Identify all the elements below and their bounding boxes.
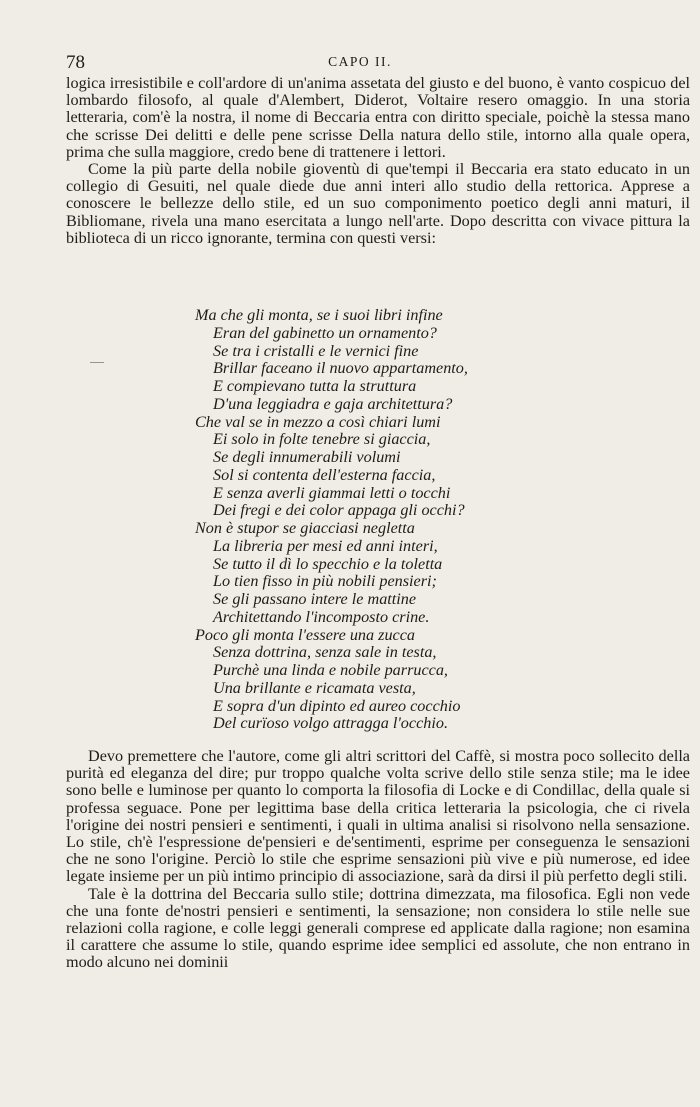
margin-mark: [90, 362, 104, 363]
verse-line: Senza dottrina, senza sale in testa,: [213, 643, 437, 662]
verse-line: E compievano tutta la struttura: [213, 377, 417, 395]
paragraph: Come la più parte della nobile gioventù di que'tempi il Beccaria era stato educato in un collegio di Gesuiti, nel quale diede due anni interi allo studio della rettorica. Apprese a conoscere le bellezze dello stile, ed un suo componimento poetico degli anni maturi, il Bibliomane, rivela una mano esercitata a lungo nell'arte. Dopo descritta con vivace pittura la biblioteca di un ricco ignorante, termina con questi versi:: [66, 160, 690, 247]
paragraph: Tale è la dottrina del Beccaria sullo stile; dottrina dimezzata, ma filosofica. Egli non vede che una fonte de'nostri pensieri e sentimenti, la sensazione; non considera lo stile nelle sue relazioni colla ragione, e colle leggi generali comprese ed applicate dalla ragione; non esamina il carattere che assume lo stile, quando esprime idee semplici ed assolute, che non entrano in modo alcuno nei dominii: [66, 884, 690, 972]
verse-line: Sol si contenta dell'esterna faccia,: [213, 465, 436, 484]
verse-line: Se gli passano intere le mattine: [213, 590, 417, 608]
body-text-top: [66, 75, 690, 247]
verse-line: Del curïoso volgo attragga l'occhio.: [213, 714, 449, 733]
page-header: [66, 52, 654, 76]
verse-line: Se degli innumerabili volumi: [213, 448, 401, 466]
verse-line: Eran del gabinetto un ornamento?: [213, 323, 437, 342]
verse-line: Lo tien fisso in più nobili pensieri;: [213, 572, 437, 591]
verse-line: Se tutto il dì lo specchio e la toletta: [213, 554, 443, 573]
verse-line: Dei fregi e dei color appaga gli occhi?: [213, 501, 465, 520]
verse-line: D'una leggiadra e gaja architettura?: [213, 394, 453, 413]
verse-line: Che val se in mezzo a così chiari lumi: [195, 412, 441, 431]
verse-line: Purchè una linda e nobile parrucca,: [213, 661, 448, 679]
verse-line: Ei solo in folte tenebre si giaccia,: [213, 430, 431, 449]
verse-line: Ma che gli monta, se i suoi libri infine: [195, 306, 443, 324]
body-text-bottom: [66, 748, 690, 972]
verse-line: Architettando l'incomposto crine.: [213, 607, 430, 626]
verse-line: Una brillante e ricamata vesta,: [213, 678, 416, 697]
verse-line: Se tra i cristalli e le vernici fine: [213, 341, 419, 360]
verse-line: Poco gli monta l'essere una zucca: [195, 625, 416, 644]
poem-verses: [195, 307, 625, 733]
verse-line: Non è stupor se giacciasi negletta: [195, 519, 415, 537]
paragraph: Devo premettere che l'autore, come gli altri scrittori del Caffè, si mostra poco sollecito della purità ed eleganza del dire; pur troppo qualche volta scrive dello stile senza stile; ma le idee sono belle e luminose per quanto lo comporta la filosofia di Locke e di Condillac, della quale si professa seguace. Pone per legittima base della critica letteraria la psicologia, che ci rivela l'origine dei nostri pensieri e sentimenti, i quali in ultima analisi si risolvono nella sensazione. Lo stile, ch'è l'espressione de'pensieri e de'sentimenti, esprime per conseguenza le sensazioni che ne sono l'origine. Perciò lo stile che esprime sensazioni più vive e più numerose, ed idee legate insieme per un più intimo principio di associazione, sarà da dirsi il più perfetto degli stili.: [66, 747, 690, 886]
verse-line: E senza averli giammai letti o tocchi: [213, 483, 451, 502]
page-number: 78: [66, 52, 85, 73]
running-head: CAPO II.: [328, 54, 392, 69]
verse-line: Brillar faceano il nuovo appartamento,: [213, 359, 468, 378]
paragraph: logica irresistibile e coll'ardore di un'anima assetata del giusto e del buono, è vanto cospicuo del lombardo filosofo, al quale d'Alembert, Diderot, Voltaire resero omaggio. In una storia letteraria, com'è la nostra, il nome di Beccaria entra con diritto speciale, poichè la stessa mano che scrisse Dei delitti e delle pene scrisse Della natura dello stile, intorno alla quale opera, prima che sulla maggiore, credo bene di trattenere i lettori.: [66, 74, 690, 161]
verse-line: E sopra d'un dipinto ed aureo cocchio: [213, 696, 461, 715]
verse-line: La libreria per mesi ed anni interi,: [213, 536, 438, 555]
